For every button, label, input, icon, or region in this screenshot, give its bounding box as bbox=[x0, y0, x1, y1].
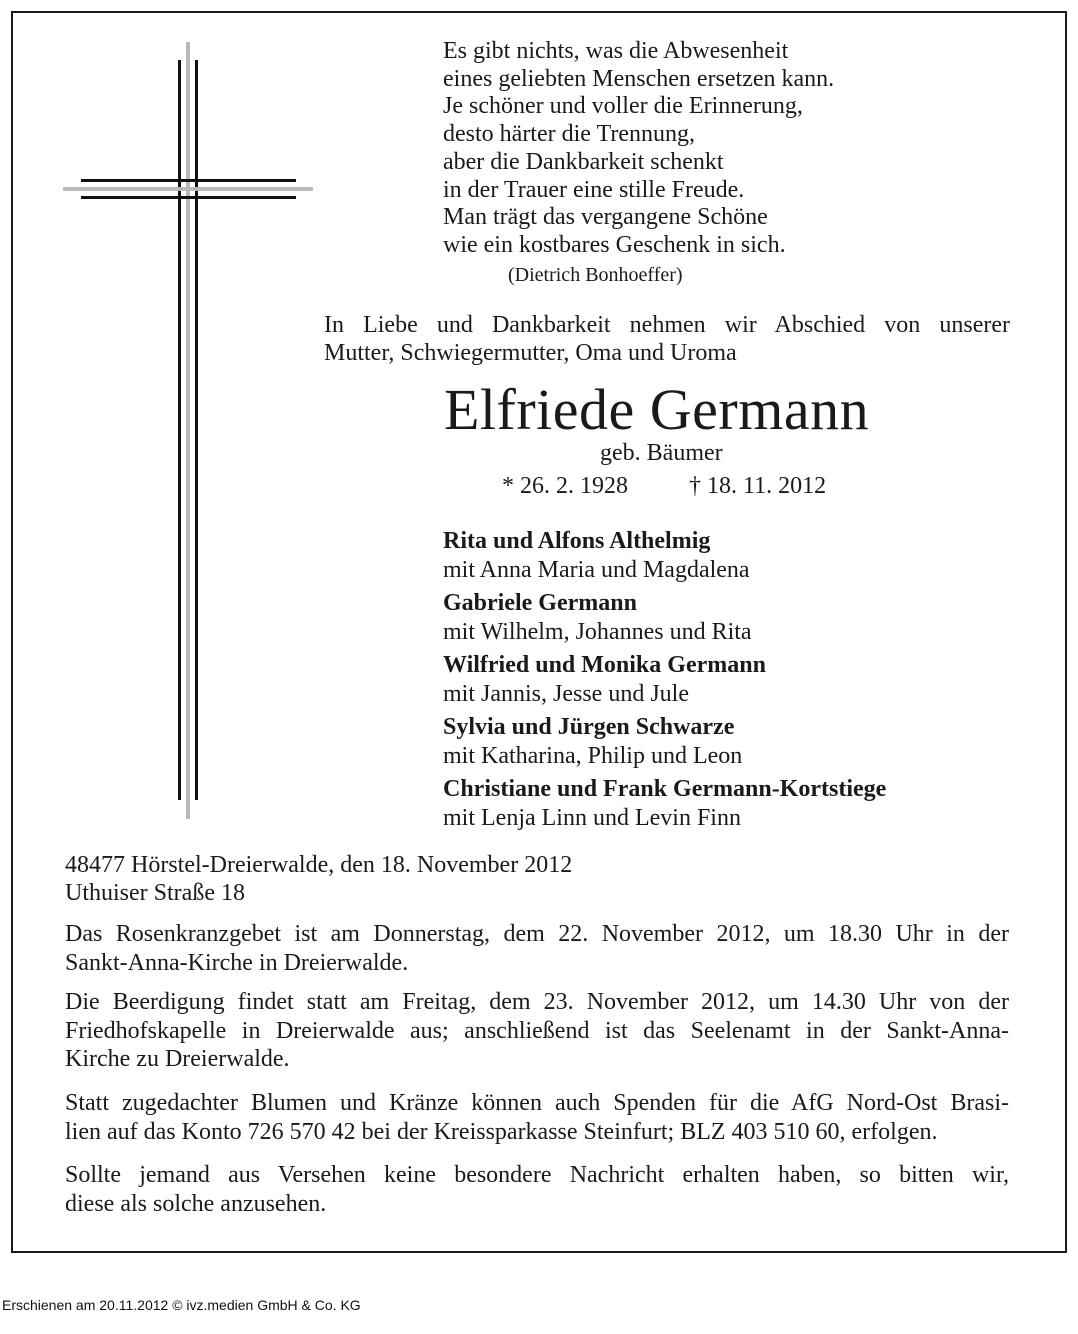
family-names: Christiane und Frank Germann-Kortstiege bbox=[443, 776, 887, 802]
notice-line: Die Beerdigung findet statt am Freitag, dem 23. November 2012, um 14.30 Uhr von der bbox=[65, 989, 1009, 1015]
poem-line: Man trägt das vergangene Schöne bbox=[443, 204, 768, 231]
family-children: mit Anna Maria und Magdalena bbox=[443, 556, 750, 583]
family-list bbox=[443, 527, 886, 837]
notice-line: diese als solche anzusehen. bbox=[65, 1190, 327, 1217]
family-children: mit Katharina, Philip und Leon bbox=[443, 742, 743, 769]
poem-line: eines geliebten Menschen ersetzen kann. bbox=[443, 65, 835, 92]
notice-line: Sankt-Anna-Kirche in Dreierwalde. bbox=[65, 949, 409, 976]
address-line: Uthuiser Straße 18 bbox=[65, 879, 245, 906]
funeral-notice bbox=[65, 988, 1009, 1074]
publication-footer: Erschienen am 20.11.2012 © ivz.medien GmbH & Co. KG bbox=[2, 1297, 361, 1313]
notice-line: Kirche zu Dreierwalde. bbox=[65, 1046, 290, 1072]
address-block bbox=[65, 852, 572, 907]
notice-line: Statt zugedachter Blumen und Kränze können auch Spenden für die AfG Nord-Ost Brasi- bbox=[65, 1090, 1009, 1116]
poem-author: (Dietrich Bonhoeffer) bbox=[508, 264, 683, 286]
notice-line: Sollte jemand aus Versehen keine besondere Nachricht erhalten haben, so bitten wir, bbox=[65, 1162, 1009, 1188]
family-entry bbox=[443, 775, 886, 832]
poem-line: desto härter die Trennung, bbox=[443, 121, 695, 148]
notice-line: Friedhofskapelle in Dreierwalde aus; anschließend ist das Seelenamt in der Sankt-Anna- bbox=[65, 1017, 1009, 1044]
maiden-name: geb. Bäumer bbox=[600, 440, 723, 466]
poem-line: wie ein kostbares Geschenk in sich. bbox=[443, 231, 786, 258]
death-date: † 18. 11. 2012 bbox=[689, 473, 827, 499]
family-names: Wilfried und Monika Germann bbox=[443, 652, 766, 678]
birth-date: * 26. 2. 1928 bbox=[502, 473, 628, 499]
notice-line: Das Rosenkranzgebet ist am Donnerstag, dem 22. November 2012, um 18.30 Uhr in der bbox=[65, 921, 1009, 947]
poem-line: in der Trauer eine stille Freude. bbox=[443, 176, 745, 203]
intro-text bbox=[324, 312, 1010, 367]
family-names: Rita und Alfons Althelmig bbox=[443, 528, 711, 554]
family-children: mit Lenja Linn und Levin Finn bbox=[443, 804, 741, 831]
family-entry bbox=[443, 589, 886, 646]
family-names: Sylvia und Jürgen Schwarze bbox=[443, 714, 735, 740]
deceased-name: Elfriede Germann bbox=[444, 377, 870, 442]
closing-notice bbox=[65, 1161, 1009, 1218]
intro-line: In Liebe und Dankbarkeit nehmen wir Abschied von unserer bbox=[324, 312, 1010, 338]
poem-line: Es gibt nichts, was die Abwesenheit bbox=[443, 38, 789, 64]
poem-line: Je schöner und voller die Erinnerung, bbox=[443, 93, 803, 120]
address-line: 48477 Hörstel-Dreierwalde, den 18. November 2012 bbox=[65, 852, 573, 878]
poem bbox=[443, 38, 834, 260]
rosary-notice bbox=[65, 920, 1009, 977]
family-children: mit Wilhelm, Johannes und Rita bbox=[443, 618, 752, 645]
family-children: mit Jannis, Jesse und Jule bbox=[443, 680, 689, 707]
poem-line: aber die Dankbarkeit schenkt bbox=[443, 148, 724, 175]
intro-line: Mutter, Schwiegermutter, Oma und Uroma bbox=[324, 339, 737, 366]
notice-line: lien auf das Konto 726 570 42 bei der Kreissparkasse Steinfurt; BLZ 403 510 60, erfolgen. bbox=[65, 1118, 938, 1145]
family-entry bbox=[443, 527, 886, 584]
family-names: Gabriele Germann bbox=[443, 590, 637, 616]
family-entry bbox=[443, 651, 886, 708]
donation-notice bbox=[65, 1089, 1009, 1146]
family-entry bbox=[443, 713, 886, 770]
